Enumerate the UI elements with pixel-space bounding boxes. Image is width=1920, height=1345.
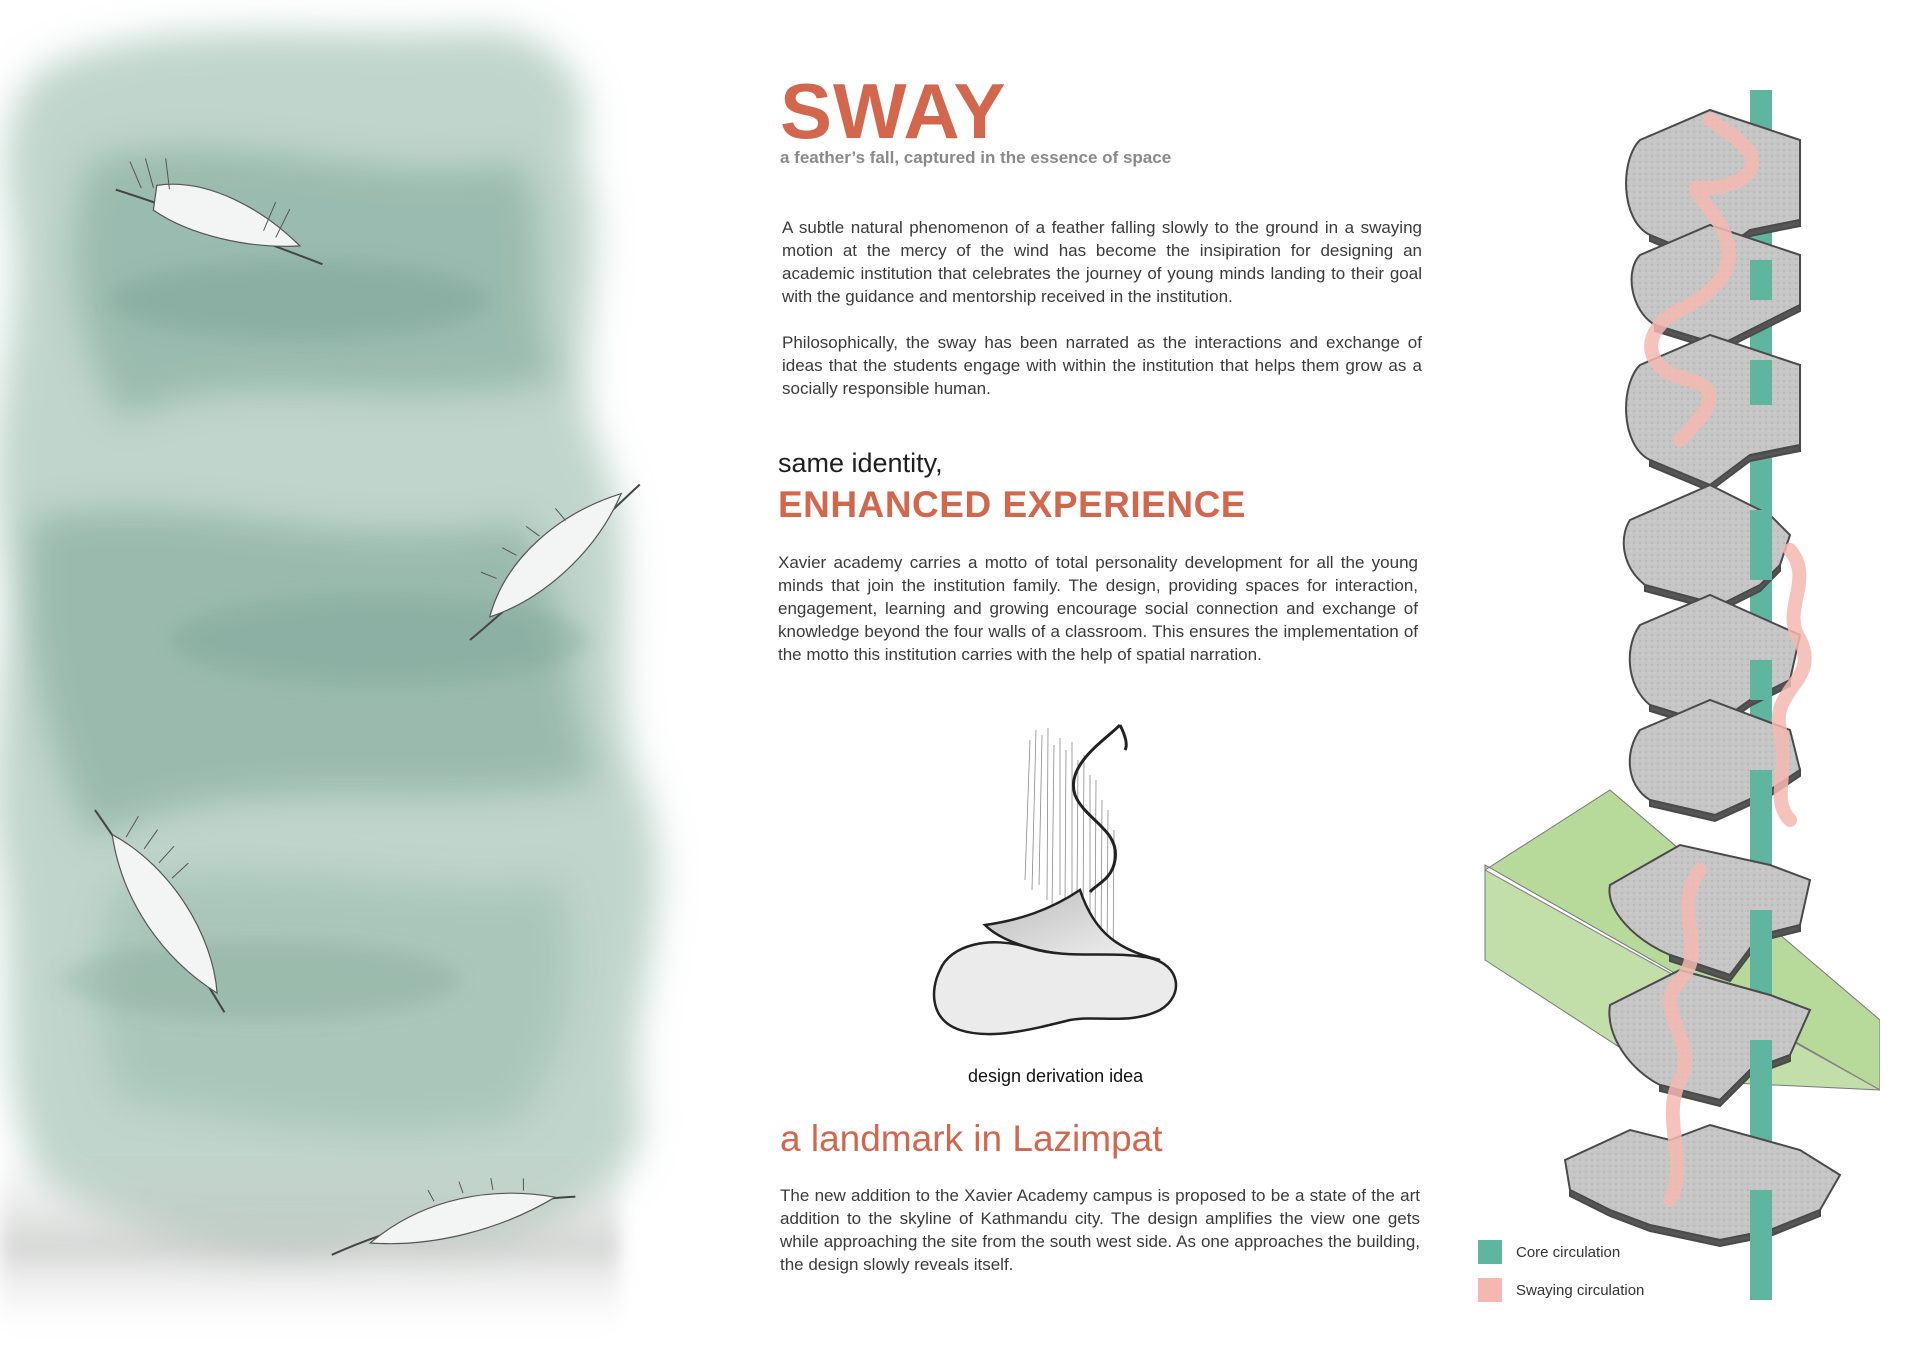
legend-core-swatch [1478, 1240, 1502, 1264]
legend-sway-label: Swaying circulation [1516, 1281, 1645, 1299]
identity-paragraph: Xavier academy carries a motto of total personality development for all the young minds that join the institution family. The design, providing spaces for interaction, engagement, learning and growing encourage social connection and exchange of knowledge beyond the four walls of a classroom. This ensures the implementation of the motto this institution carries with the help of spatial narration. [778, 553, 1418, 664]
page-title: SWAY [780, 67, 1007, 155]
legend-core-label: Core circulation [1516, 1243, 1621, 1261]
landmark-paragraph: The new addition to the Xavier Academy campus is proposed to be a state of the art addition to the skyline of Kathmandu city. The design amplifies the view one gets while approaching the site from the south west side. As one approaches the building, the design slowly reveals itself. [780, 1186, 1420, 1274]
intro-paragraph-2: Philosophically, the sway has been narrated as the interactions and exchange of ideas that the students engage with within the institution that helps them grow as a socially responsible human. [782, 333, 1422, 398]
exploded-axonometric [1470, 80, 1880, 1300]
legend-core [1478, 1240, 1620, 1264]
page-subtitle: a feather’s fall, captured in the essence of space [780, 148, 1172, 167]
identity-heading: ENHANCED EXPERIENCE [778, 484, 1246, 525]
derivation-caption: design derivation idea [968, 1066, 1144, 1086]
intro-paragraph-1: A subtle natural phenomenon of a feather falling slowly to the ground in a swaying motion at the mercy of the wind has become the insipiration for designing an academic institution that celebrates the journey of young minds landing to their goal with the guidance and mentorship received in the institution. [782, 218, 1422, 306]
derivation-sketch [920, 720, 1190, 1060]
identity-prefix: same identity, [778, 448, 943, 478]
watercolor-panel [0, 0, 740, 1345]
landmark-heading: a landmark in Lazimpat [780, 1118, 1163, 1159]
legend-sway-swatch [1478, 1278, 1502, 1302]
legend-sway [1478, 1278, 1644, 1302]
